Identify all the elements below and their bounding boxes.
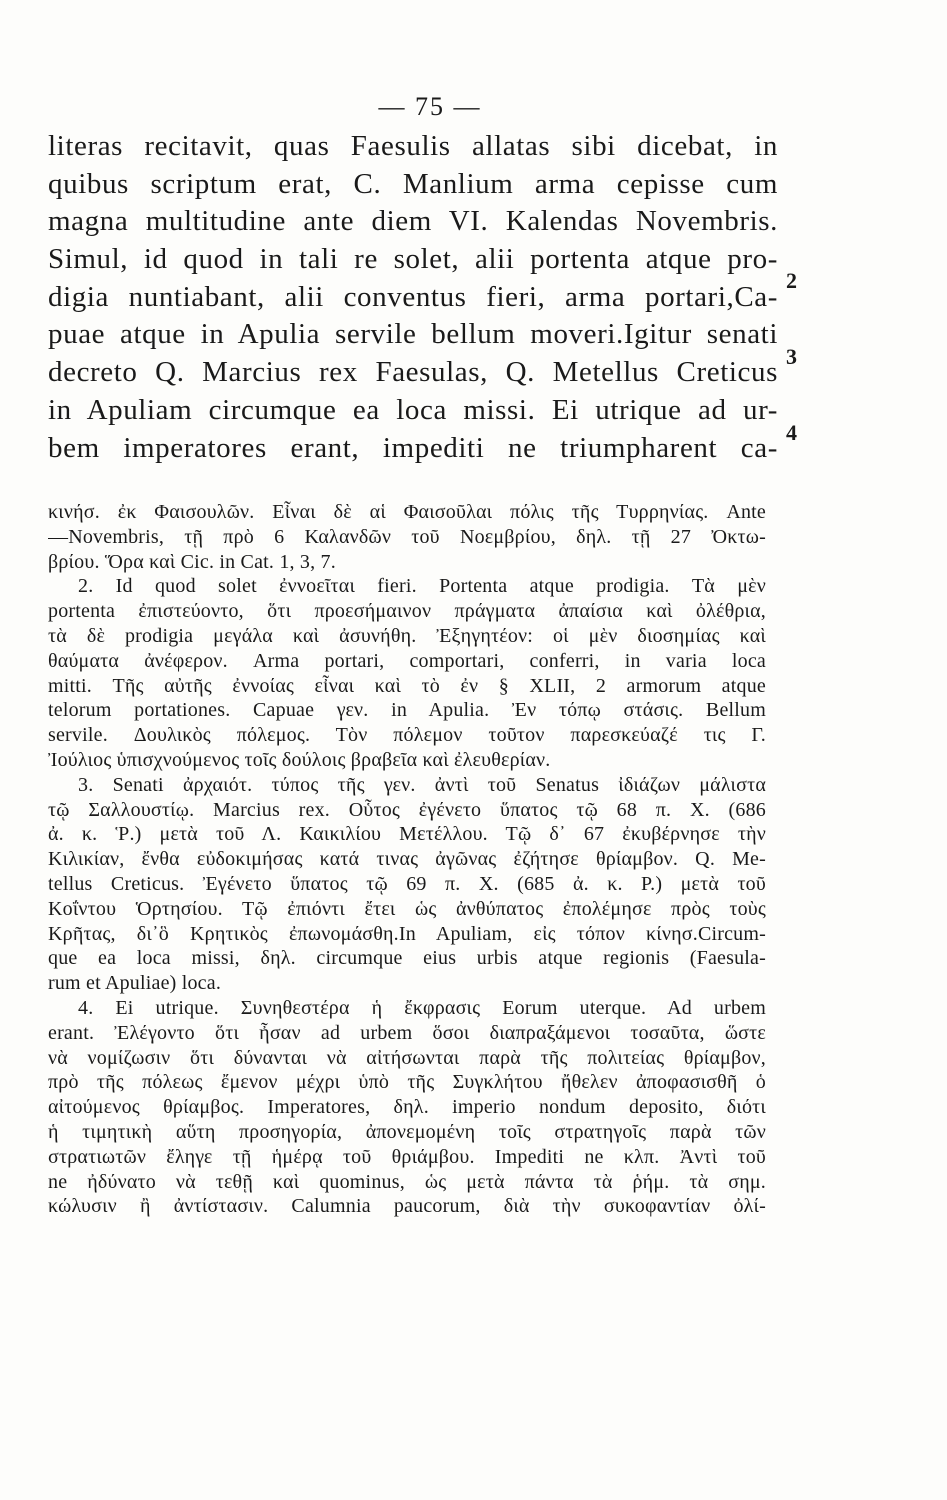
margin-number-2: 2	[786, 268, 797, 293]
main-text-line: digia nuntiabant, alii conventus fieri, arma portari,Ca-	[48, 280, 778, 313]
main-text-line: puae atque in Apulia servile bellum moveri.Igitur senati	[48, 318, 778, 351]
note-line: κώλυσιν ἢ ἀντίστασιν. Calumnia paucorum, διὰ τὴν συκοφαντίαν ὀλί-	[48, 1195, 766, 1218]
note-line: Κιλικίαν, ἔνθα εὐδοκιμήσας κατά τινας ἀγῶνας ἐζήτησε θρίαμβον. Q. Me-	[48, 848, 766, 871]
note-line: νὰ νομίζωσιν ὅτι δύνανται νὰ αἰτήσωνται παρὰ τῆς πολιτείας θρίαμβον,	[48, 1046, 766, 1069]
note-line: —Novembris, τῇ πρὸ 6 Καλανδῶν τοῦ Νοεμβρίου, δηλ. τῇ 27 Ὀκτω-	[48, 525, 766, 548]
note-line: Ἰούλιος ὑπισχνούμενος τοῖς δούλοις βραβεῖα καὶ ἐλευθερίαν.	[48, 748, 551, 771]
note-line: πρὸ τῆς πόλεως ἔμενον μέχρι ὑπὸ τῆς Συγκλήτου ἤθελεν ἀποφασισθῆ ὁ	[48, 1071, 766, 1094]
main-text-line: bem imperatores erant, impediti ne triumpharent ca-	[48, 431, 778, 464]
note-line: servile. Δουλικὸς πόλεμος. Τὸν πόλεμον τοῦτον παρεσκεύαζέ τις Γ.	[48, 724, 766, 747]
main-text-line: in Apuliam circumque ea loca missi. Ei utrique ad ur-	[48, 393, 778, 426]
note-line: ne ἠδύνατο νὰ τεθῇ καὶ quominus, ὡς μετὰ πάντα τὰ ῥήμ. τὰ σημ.	[48, 1170, 766, 1193]
note-line: ἀ. κ. Ῥ.) μετὰ τοῦ Λ. Καικιλίου Μετέλλου. Τῷ δ᾽ 67 ἐκυβέρνησε τὴν	[48, 823, 766, 846]
note-line: portenta ἐπιστεύοντο, ὅτι προεσήμαινον πράγματα ἀπαίσια καὶ ὀλέθρια,	[48, 600, 766, 623]
commentary-notes	[48, 500, 766, 1219]
note-line: erant. Ἐλέγοντο ὅτι ἦσαν ad urbem ὅσοι διαπραξάμενοι τοσαῦτα, ὥστε	[48, 1021, 766, 1044]
note-line: 2. Id quod solet ἐννοεῖται fieri. Portenta atque prodigia. Τὰ μὲν	[78, 575, 766, 598]
main-text-block	[48, 128, 778, 467]
note-line: ἡ τιμητικὴ αὕτη προσηγορία, ἀπονεμομένη τοῖς στρατηγοῖς παρὰ τῶν	[48, 1120, 766, 1143]
note-line: Κοΐντου Ὁρτησίου. Τῷ ἐπιόντι ἔτει ὡς ἀνθύπατος ἐπολέμησε πρὸς τοὺς	[48, 897, 766, 920]
main-text-line: literas recitavit, quas Faesulis allatas sibi dicebat, in	[48, 130, 778, 162]
note-line: 4. Ei utrique. Συνηθεστέρα ἡ ἔκφρασις Eorum uterque. Ad urbem	[78, 996, 766, 1019]
page-number: — 75 —	[378, 92, 482, 121]
main-text-line: quibus scriptum erat, C. Manlium arma cepisse cum	[48, 167, 778, 200]
main-text-line: decreto Q. Marcius rex Faesulas, Q. Metellus Creticus	[48, 356, 778, 389]
margin-number-3: 3	[786, 344, 797, 369]
main-text-line: magna multitudine ante diem VI. Kalendas Novembris.	[48, 205, 778, 238]
note-line: τὰ δὲ prodigia μεγάλα καὶ ἀσυνήθη. Ἐξηγητέον: οἱ μὲν διοσημίας καὶ	[48, 624, 766, 647]
main-text-line: Simul, id quod in tali re solet, alii portenta atque pro-	[48, 243, 778, 276]
note-line: mitti. Τῆς αὐτῆς ἐννοίας εἶναι καὶ τὸ ἐν § XLII, 2 armorum atque	[48, 674, 766, 697]
note-line: 3. Senati ἀρχαιότ. τύπος τῆς γεν. ἀντὶ τοῦ Senatus ἰδιάζων μάλιστα	[78, 773, 766, 796]
note-line: tellus Creticus. Ἐγένετο ὕπατος τῷ 69 π. Χ. (685 ἀ. κ. Ρ.) μετὰ τοῦ	[48, 872, 766, 895]
note-line: τῷ Σαλλουστίῳ. Marcius rex. Οὗτος ἐγένετο ὕπατος τῷ 68 π. Χ. (686	[48, 798, 766, 821]
note-line: rum et Apuliae) loca.	[48, 972, 222, 995]
note-line: βρίου. Ὅρα καὶ Cic. in Cat. 1, 3, 7.	[48, 550, 336, 573]
note-line: telorum portationes. Capuae γεν. in Apulia. Ἐν τόπῳ στάσις. Bellum	[48, 699, 766, 722]
note-line: αἰτούμενος θρίαμβος. Imperatores, δηλ. imperio nondum deposito, διότι	[48, 1096, 766, 1119]
note-line: κινήσ. ἐκ Φαισουλῶν. Εἶναι δὲ αἱ Φαισοῦλαι πόλις τῆς Τυρρηνίας. Ante	[48, 501, 766, 523]
note-line: que ea loca missi, δηλ. circumque eius urbis atque regionis (Faesula-	[48, 947, 766, 970]
note-line: Κρῆτας, δι᾽ὃ Κρητικὸς ἐπωνομάσθη.In Apuliam, εἰς τόπον κίνησ.Circum-	[48, 922, 766, 945]
note-line: θαύματα ἀνέφερον. Arma portari, comportari, conferri, in varia loca	[48, 649, 766, 672]
margin-number-4: 4	[786, 420, 797, 445]
note-line: στρατιωτῶν ἔληγε τῇ ἡμέρᾳ τοῦ θριάμβου. Impediti ne κλπ. Ἀντὶ τοῦ	[48, 1145, 766, 1168]
